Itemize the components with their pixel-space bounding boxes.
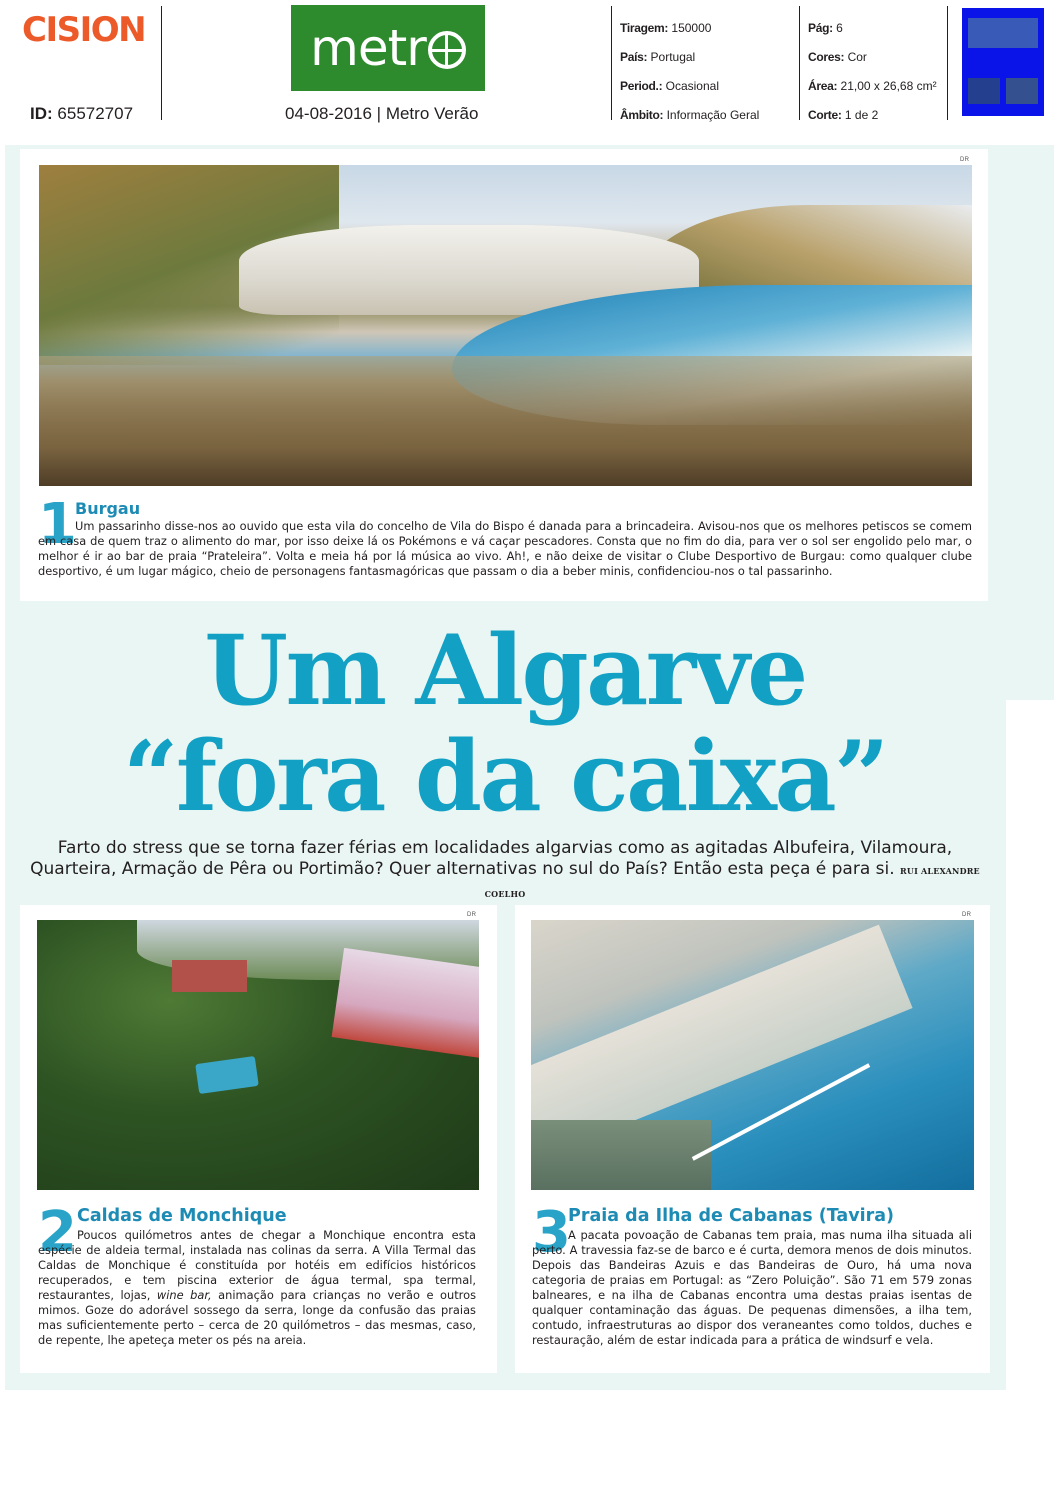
burgau-photo bbox=[39, 165, 972, 486]
item-text: A pacata povoação de Cabanas tem praia, mas numa ilha situada ali perto. A travessia faz-se de barco e é curta, demora menos de dois minutos. Depois das Bandeiras Azuis e das Bandeiras de Ouro, há uma nova categoria de praias em Portugal: as “Zero Poluição”. São 71 em 579 zonas balneares, e na ilha de Cabanas encontra uma destas praias isentas de qualquer contaminação das águas. De pequenas dimensões, a ilha tem, contudo, infraestruturas ao dispor dos veraneantes como toldos, duches e restauração, além de estar indicada para a prática de windsurf e vela. bbox=[532, 1228, 972, 1347]
id-label: ID: bbox=[30, 104, 53, 123]
item-text: Um passarinho disse-nos ao ouvido que esta vila do concelho de Vila do Bispo é danada para a brincadeira. Avisou-nos que os melhores petiscos se comem em casa de quem traz o alimento do mar, por isso deixe lá os Pokémons e vá caçar pescadores. Consta que no fim do dia, para ver o sol ser engolido pelo mar, o melhor é ir ao bar de praia “Prateleira”. Volta e meia há por lá música ao vivo. Ah!, e não deixe de visitar o Clube Desportivo de Burgau: como qualquer clube desportivo, é um lugar mágico, cheio de personagens fantasmagóricas que passam o dia a beber minis, confidenciou-nos o tal passarinho. bbox=[38, 519, 972, 578]
author-byline: RUI ALEXANDRE COELHO bbox=[484, 866, 980, 899]
divider bbox=[947, 6, 948, 120]
divider bbox=[799, 6, 800, 120]
clipping-id bbox=[30, 104, 133, 124]
photo-credit: DR bbox=[962, 912, 972, 918]
photo-credit: DR bbox=[467, 912, 477, 918]
meta-row: Área: 21,00 x 26,68 cm² bbox=[808, 79, 937, 93]
item-title: Burgau bbox=[75, 499, 141, 518]
headline-line-1: Um Algarve bbox=[204, 614, 806, 727]
lead-paragraph bbox=[20, 838, 990, 905]
item-title: Praia da Ilha de Cabanas (Tavira) bbox=[568, 1206, 895, 1226]
lead-text: Farto do stress que se torna fazer férias em localidades algarvias como as agitadas Albufeira, Vilamoura, Quarteira, Armação de Pêra ou Portimão? Quer alternativas no sul do País? Então esta peça é para si. bbox=[30, 838, 953, 879]
headline-line-2: “fora da caixa” bbox=[123, 720, 887, 833]
publication-date: 04-08-2016 | Metro Verão bbox=[285, 104, 479, 123]
meta-row: Pág: 6 bbox=[808, 21, 843, 35]
metro-logo bbox=[291, 5, 485, 91]
meta-row: Tiragem: 150000 bbox=[620, 21, 712, 35]
meta-row: Period.: Ocasional bbox=[620, 79, 719, 93]
meta-right bbox=[808, 14, 948, 130]
item-number: 2 bbox=[38, 1200, 77, 1265]
meta-left bbox=[620, 14, 798, 130]
headline bbox=[0, 614, 1010, 833]
meta-row: País: Portugal bbox=[620, 50, 696, 64]
caldas-photo bbox=[37, 920, 479, 1190]
divider bbox=[611, 6, 612, 120]
photo-credit: DR bbox=[960, 157, 970, 163]
meta-row: Âmbito: Informação Geral bbox=[620, 108, 760, 122]
id-value: 65572707 bbox=[57, 104, 134, 123]
item-number: 1 bbox=[38, 492, 77, 557]
logo-text: metr bbox=[310, 19, 426, 77]
divider bbox=[161, 6, 162, 120]
item-text: Poucos quilómetros antes de chegar a Monchique encontra esta espécie de aldeia termal, instalada nas colinas da serra. A Villa Termal das Caldas de Monchique é constituída por hotéis em edifícios históricos recuperados, e tem piscina exterior de água termal, spa termal, restaurantes, lojas, wine bar, animação para crianças no verão e outros mimos. Goze do adorável sossego da serra, longe da confusão das praias mas suficientemente perto – cerca de 20 quilómetros – das mesmas, caso, de repente, lhe apeteça meter os pés na areia. bbox=[38, 1228, 476, 1347]
cabanas-photo bbox=[531, 920, 974, 1190]
globe-icon bbox=[428, 31, 466, 69]
meta-row: Cores: Cor bbox=[808, 50, 867, 64]
item-title: Caldas de Monchique bbox=[77, 1206, 287, 1226]
meta-row: Corte: 1 de 2 bbox=[808, 108, 879, 122]
page-thumbnail[interactable] bbox=[962, 8, 1044, 116]
item-number: 3 bbox=[532, 1200, 571, 1265]
cision-logo: CISION bbox=[22, 10, 146, 50]
